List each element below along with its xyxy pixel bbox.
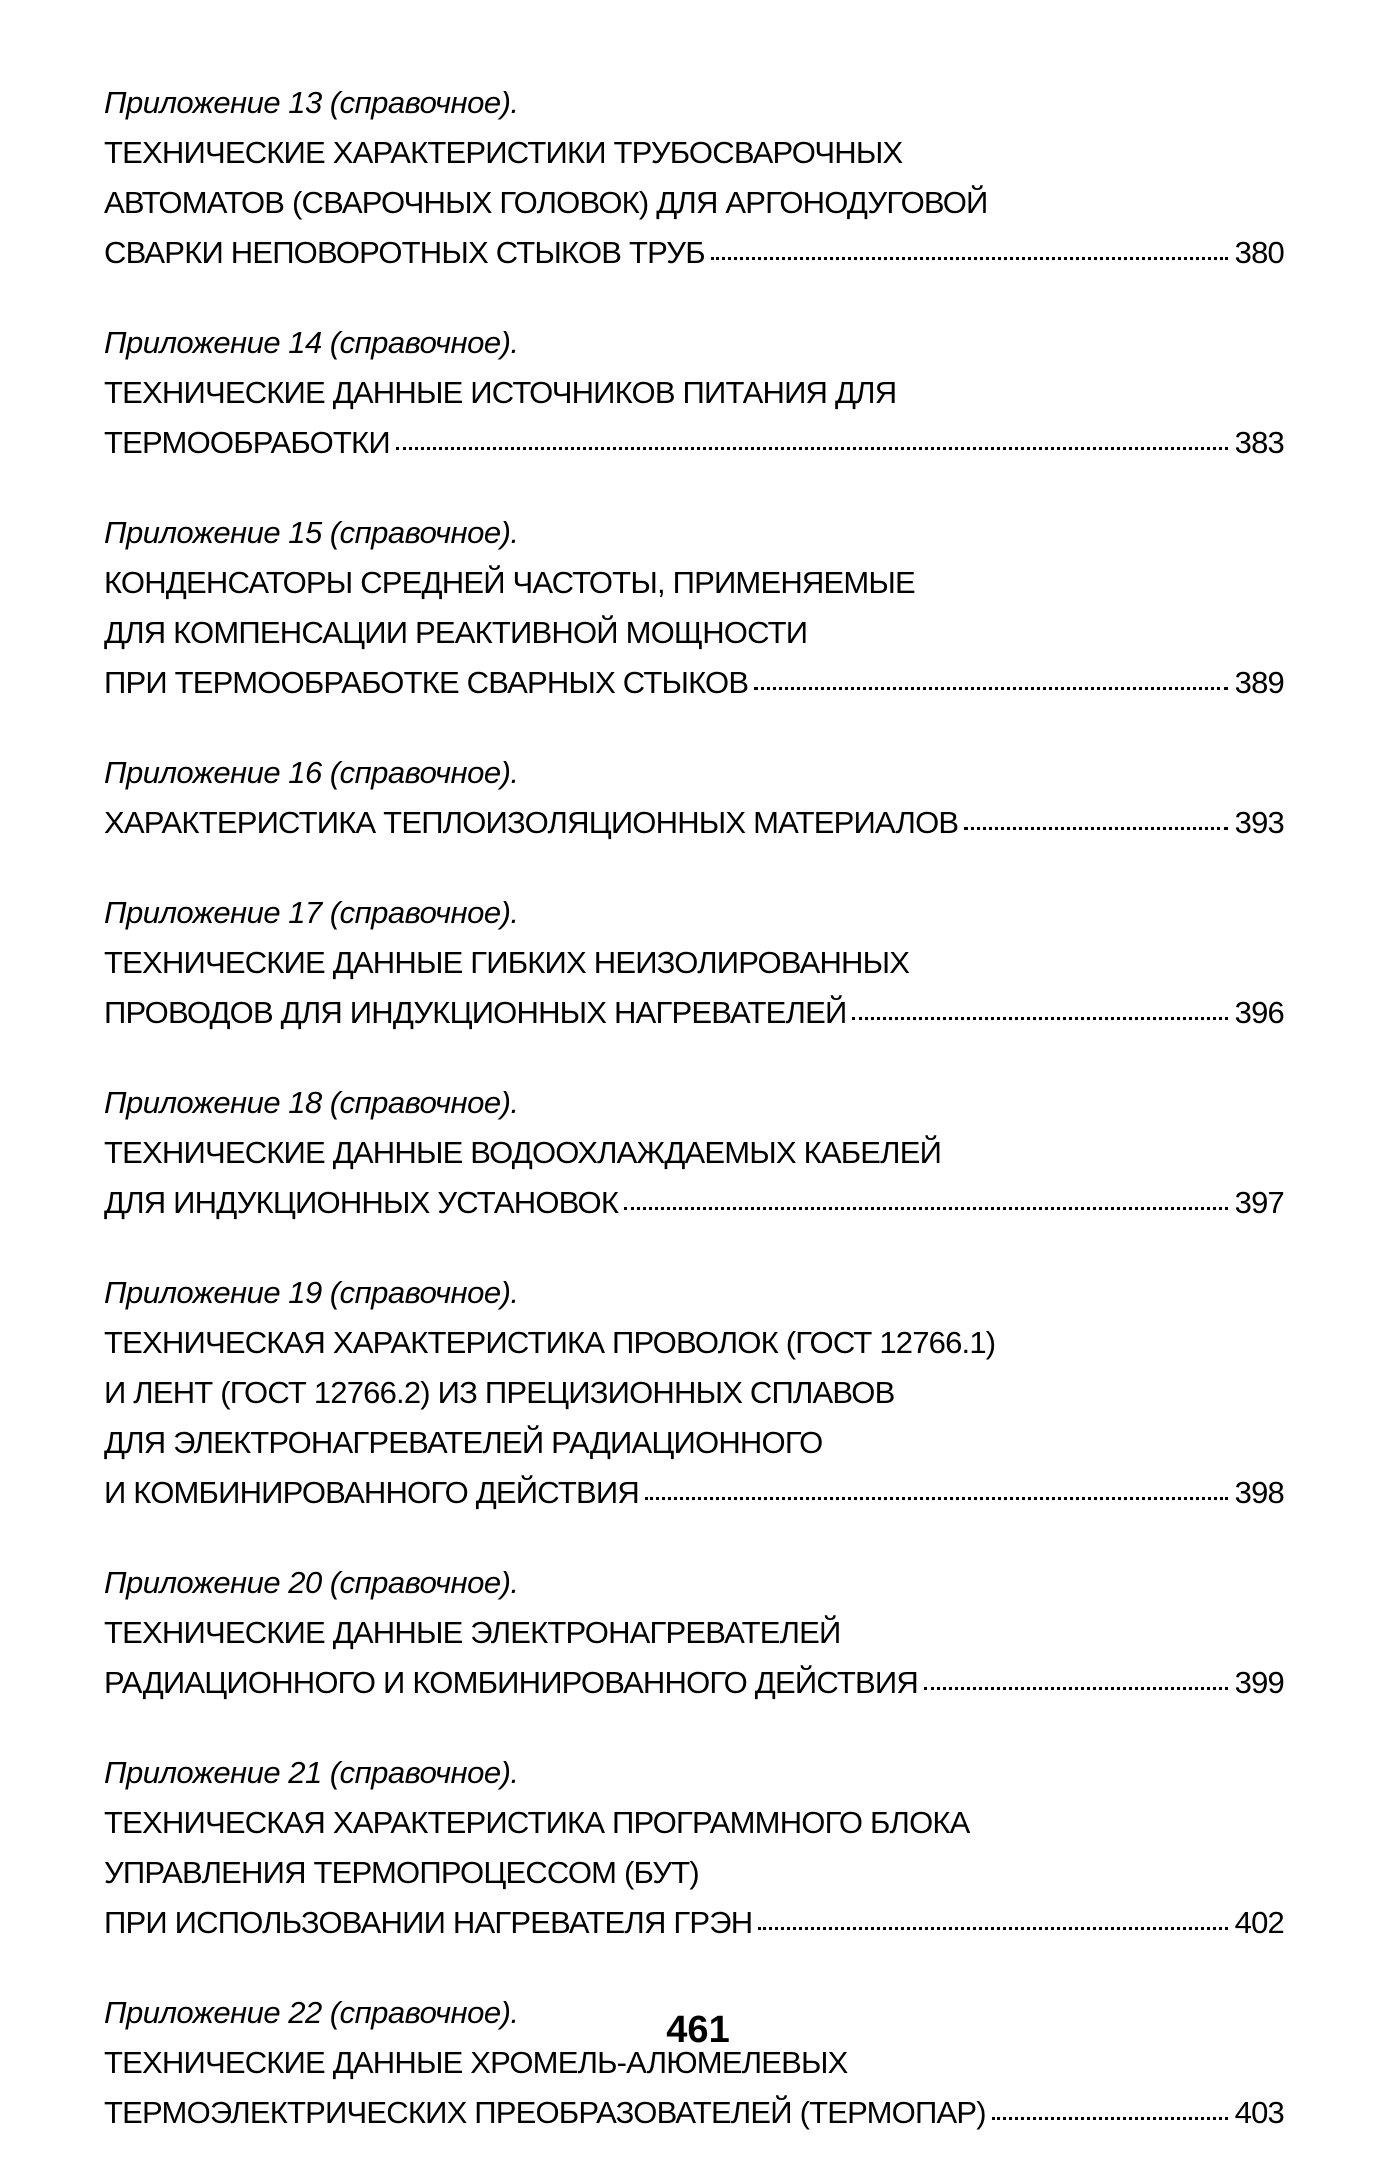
dot-leader	[754, 662, 1228, 693]
dot-leader	[758, 1902, 1228, 1933]
toc-entry[interactable]	[104, 78, 1284, 278]
toc-page-number[interactable]: 383	[1234, 425, 1284, 460]
dot-leader	[624, 1182, 1228, 1213]
appendix-title-last-line	[104, 1898, 1284, 1948]
appendix-title-line: ТЕРМОЭЛЕКТРИЧЕСКИХ ПРЕОБРАЗОВАТЕЛЕЙ (ТЕРМОПАР)	[104, 2095, 986, 2130]
appendix-heading: Приложение 16 (справочное).	[104, 755, 519, 790]
dot-leader	[396, 422, 1228, 453]
appendix-title-line: ПРОВОДОВ ДЛЯ ИНДУКЦИОННЫХ НАГРЕВАТЕЛЕЙ	[104, 995, 847, 1030]
appendix-title-last-line	[104, 1178, 1284, 1228]
toc-page-number[interactable]: 393	[1234, 805, 1284, 840]
appendix-title-last-line	[104, 228, 1284, 278]
appendix-title-last-line	[104, 988, 1284, 1038]
dot-leader	[645, 1472, 1228, 1503]
appendix-title-line: УПРАВЛЕНИЯ ТЕРМОПРОЦЕССОМ (БУТ)	[104, 1855, 699, 1890]
appendix-title-line: ТЕХНИЧЕСКИЕ ДАННЫЕ ГИБКИХ НЕИЗОЛИРОВАННЫХ	[104, 945, 910, 980]
dot-leader	[992, 2092, 1228, 2123]
appendix-title-line: КОНДЕНСАТОРЫ СРЕДНЕЙ ЧАСТОТЫ, ПРИМЕНЯЕМЫЕ	[104, 565, 915, 600]
appendix-heading: Приложение 18 (справочное).	[104, 1085, 519, 1120]
appendix-title-line: ТЕРМООБРАБОТКИ	[104, 425, 390, 460]
appendix-heading: Приложение 15 (справочное).	[104, 515, 519, 550]
page-number: 461	[666, 2009, 730, 2051]
toc-entry[interactable]	[104, 748, 1284, 848]
appendix-title-line: ПРИ ТЕРМООБРАБОТКЕ СВАРНЫХ СТЫКОВ	[104, 665, 749, 700]
toc-list	[104, 78, 1284, 2178]
toc-entry[interactable]	[104, 1268, 1284, 1518]
toc-page-number[interactable]: 380	[1234, 235, 1284, 270]
toc-page-number[interactable]: 399	[1234, 1665, 1284, 1700]
appendix-title-line: И ЛЕНТ (ГОСТ 12766.2) ИЗ ПРЕЦИЗИОННЫХ СПЛАВОВ	[104, 1375, 895, 1410]
toc-entry[interactable]	[104, 1078, 1284, 1228]
dot-leader	[924, 1662, 1228, 1693]
appendix-title-line: ХАРАКТЕРИСТИКА ТЕПЛОИЗОЛЯЦИОННЫХ МАТЕРИАЛОВ	[104, 805, 959, 840]
appendix-title-line: АВТОМАТОВ (СВАРОЧНЫХ ГОЛОВОК) ДЛЯ АРГОНОДУГОВОЙ	[104, 185, 988, 220]
appendix-title-line: ТЕХНИЧЕСКИЕ ДАННЫЕ ХРОМЕЛЬ-АЛЮМЕЛЕВЫХ	[104, 2045, 848, 2080]
appendix-title-line: И КОМБИНИРОВАННОГО ДЕЙСТВИЯ	[104, 1475, 639, 1510]
dot-leader	[852, 992, 1228, 1023]
appendix-title-line: ДЛЯ ИНДУКЦИОННЫХ УСТАНОВОК	[104, 1185, 619, 1220]
toc-entry[interactable]	[104, 1558, 1284, 1708]
appendix-title-line: РАДИАЦИОННОГО И КОМБИНИРОВАННОГО ДЕЙСТВИЯ	[104, 1665, 918, 1700]
appendix-title-line: ТЕХНИЧЕСКИЕ ДАННЫЕ ИСТОЧНИКОВ ПИТАНИЯ ДЛЯ	[104, 375, 897, 410]
appendix-heading: Приложение 22 (справочное).	[104, 1995, 519, 2030]
appendix-heading: Приложение 19 (справочное).	[104, 1275, 519, 1310]
toc-page-number[interactable]: 396	[1234, 995, 1284, 1030]
appendix-title-line: ТЕХНИЧЕСКИЕ ХАРАКТЕРИСТИКИ ТРУБОСВАРОЧНЫХ	[104, 135, 903, 170]
toc-page-number[interactable]: 389	[1234, 665, 1284, 700]
appendix-heading: Приложение 14 (справочное).	[104, 325, 519, 360]
appendix-title-line: ТЕХНИЧЕСКИЕ ДАННЫЕ ВОДООХЛАЖДАЕМЫХ КАБЕЛЕЙ	[104, 1135, 942, 1170]
appendix-title-last-line	[104, 1468, 1284, 1518]
appendix-heading: Приложение 17 (справочное).	[104, 895, 519, 930]
appendix-title-line: СВАРКИ НЕПОВОРОТНЫХ СТЫКОВ ТРУБ	[104, 235, 705, 270]
toc-page-number[interactable]: 402	[1234, 1905, 1284, 1940]
appendix-title-line: ДЛЯ КОМПЕНСАЦИИ РЕАКТИВНОЙ МОЩНОСТИ	[104, 615, 808, 650]
toc-page-number[interactable]: 403	[1234, 2095, 1284, 2130]
toc-entry[interactable]	[104, 508, 1284, 708]
toc-entry[interactable]	[104, 1748, 1284, 1948]
appendix-title-line: ПРИ ИСПОЛЬЗОВАНИИ НАГРЕВАТЕЛЯ ГРЭН	[104, 1905, 753, 1940]
appendix-title-last-line	[104, 658, 1284, 708]
appendix-title-last-line	[104, 418, 1284, 468]
dot-leader	[964, 802, 1228, 833]
appendix-heading: Приложение 21 (справочное).	[104, 1755, 519, 1790]
appendix-title-line: ТЕХНИЧЕСКИЕ ДАННЫЕ ЭЛЕКТРОНАГРЕВАТЕЛЕЙ	[104, 1615, 841, 1650]
toc-page-number[interactable]: 397	[1234, 1185, 1284, 1220]
appendix-heading: Приложение 13 (справочное).	[104, 85, 519, 120]
toc-page-number[interactable]: 398	[1234, 1475, 1284, 1510]
appendix-title-last-line	[104, 2088, 1284, 2138]
appendix-title-line: ТЕХНИЧЕСКАЯ ХАРАКТЕРИСТИКА ПРОГРАММНОГО БЛОКА	[104, 1805, 970, 1840]
dot-leader	[711, 232, 1228, 263]
appendix-title-line: ТЕХНИЧЕСКАЯ ХАРАКТЕРИСТИКА ПРОВОЛОК (ГОСТ 12766.1)	[104, 1325, 996, 1360]
toc-entry[interactable]	[104, 888, 1284, 1038]
appendix-title-last-line	[104, 1658, 1284, 1708]
appendix-title-line: ДЛЯ ЭЛЕКТРОНАГРЕВАТЕЛЕЙ РАДИАЦИОННОГО	[104, 1425, 823, 1460]
toc-entry[interactable]	[104, 318, 1284, 468]
appendix-heading: Приложение 20 (справочное).	[104, 1565, 519, 1600]
appendix-title-last-line	[104, 798, 1284, 848]
